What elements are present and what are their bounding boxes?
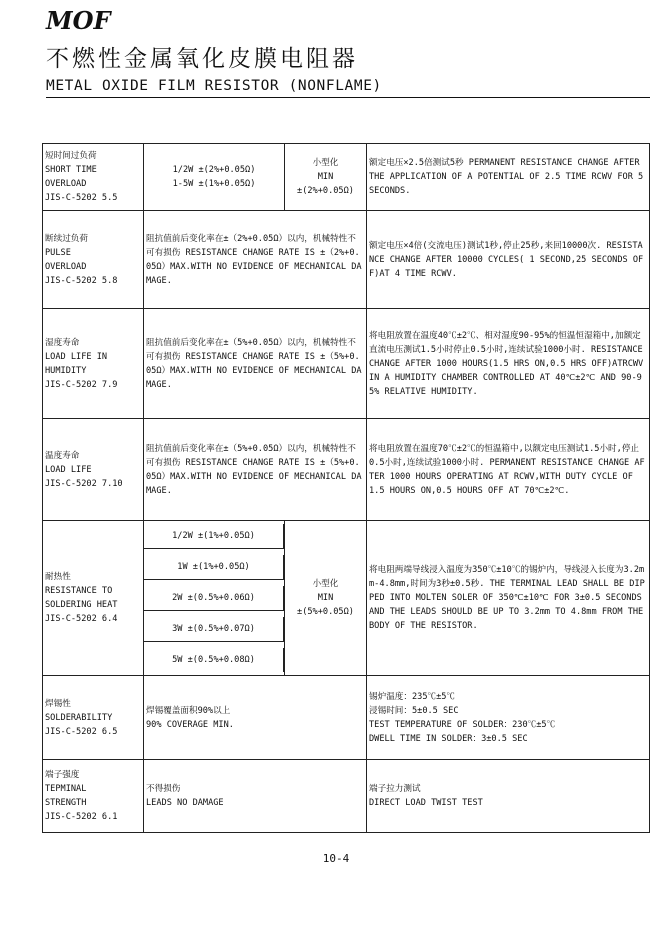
test-condition: 将电阻放置在温度70℃±2℃的恒温箱中,以额定电压测试1.5小时,停止0.5小时,连续试验1000小时. PERMANENT RESISTANCE CHANGE AFTER 1000 HOURS OPERATING AT RCWV,WITH DUTY CYCLE OF 1.5 HOURS ON,0.5 HOURS OFF AT 70℃±2℃. [367, 419, 650, 521]
mini-spec: 小型化 MIN ±(5%+0.05Ω) [285, 521, 367, 676]
spec-value-item: 1W ±(1%+0.05Ω) [144, 555, 284, 580]
spec-value: 阻抗值前后变化率在±（5%+0.05Ω）以内，机械特性不可有损伤 RESISTANCE CHANGE RATE IS ±（5%+0.05Ω）MAX.WITH NO EVIDENCE OF MECHANICAL DAMAGE. [144, 309, 367, 419]
mini-spec: 小型化 MIN ±(2%+0.05Ω) [285, 144, 367, 211]
spec-value-item: 1/2W ±(1%+0.05Ω) [144, 524, 284, 549]
test-item-name: 短时间过负荷 SHORT TIME OVERLOAD JIS-C-5202 5.5 [43, 144, 144, 211]
test-item-name: 焊锡性 SOLDERABILITY JIS-C-5202 6.5 [43, 676, 144, 760]
header-rule [46, 97, 650, 98]
spec-value-list [144, 521, 285, 676]
table-row [43, 144, 650, 211]
table-row [43, 419, 650, 521]
test-item-name: 端子强度 TEPMINAL STRENGTH JIS-C-5202 6.1 [43, 760, 144, 833]
table-row [43, 760, 650, 833]
spec-value: 阻抗值前后变化率在±（5%+0.05Ω）以内，机械特性不可有损伤 RESISTANCE CHANGE RATE IS ±（5%+0.05Ω）MAX.WITH NO EVIDENCE OF MECHANICAL DAMAGE. [144, 419, 367, 521]
test-condition: 锡炉温度：235℃±5℃ 浸锡时间：5±0.5 SEC TEST TEMPERATURE OF SOLDER：230℃±5℃ DWELL TIME IN SOLDER：3±0.5 SEC [367, 676, 650, 760]
test-condition: 将电阻两端导线浸入温度为350℃±10℃的锡炉内，导线浸入长度为3.2mm-4.8mm,时间为3秒±0.5秒. THE TERMINAL LEAD SHALL BE DIPPED INTO MOLTEN SOLER OF 350℃±10℃ FOR 3±0.5 SECONDS AND THE LEADS SHOULD BE UP TO 3.2mm TO 4.8mm FROM THE BODY OF THE RESISTOR. [367, 521, 650, 676]
spec-value-item: 3W ±(0.5%+0.07Ω) [144, 617, 284, 642]
spec-value: 焊锡覆盖面积90%以上 90% COVERAGE MIN. [144, 676, 367, 760]
table-row [43, 211, 650, 309]
test-item-name: 断续过负荷 PULSE OVERLOAD JIS-C-5202 5.8 [43, 211, 144, 309]
brand-logo: MOF [46, 6, 111, 35]
spec-value: 阻抗值前后变化率在±（2%+0.05Ω）以内，机械特性不可有损伤 RESISTANCE CHANGE RATE IS ±（2%+0.05Ω）MAX.WITH NO EVIDENCE OF MECHANICAL DAMAGE. [144, 211, 367, 309]
table-row [43, 676, 650, 760]
test-condition: 将电阻放置在温度40℃±2℃、相对湿度90-95%的恒温恒湿箱中,加额定直流电压测试1.5小时停止0.5小时,连续试验1000小时. RESISTANCE CHANGE AFTER 1000 HOURS(1.5 HRS ON,0.5 HRS OFF)ATRCWV IN A HUMIDITY CHAMBER CONTROLLED AT 40℃±2℃ AND 90-95% RELATIVE HUMIDITY. [367, 309, 650, 419]
spec-value: 不得损伤 LEADS NO DAMAGE [144, 760, 367, 833]
table-row [43, 309, 650, 419]
page-number: 10-4 [322, 852, 350, 865]
test-condition: 端子拉力测试 DIRECT LOAD TWIST TEST [367, 760, 650, 833]
test-item-name: 耐热性 RESISTANCE TO SOLDERING HEAT JIS-C-5202 6.4 [43, 521, 144, 676]
spec-value-item: 2W ±(0.5%+0.06Ω) [144, 586, 284, 611]
test-condition: 额定电压×4倍(交流电压)测试1秒,停止25秒,来回10000次. RESISTANCE CHANGE AFTER 10000 CYCLES( 1 SECOND,25 SECONDS OFF)AT 4 TIME RCWV. [367, 211, 650, 309]
spec-table [42, 143, 650, 833]
table-row [43, 521, 650, 676]
page-title-en: METAL OXIDE FILM RESISTOR (NONFLAME) [46, 78, 382, 94]
page-title-cn: 不燃性金属氧化皮膜电阻器 [46, 46, 358, 72]
test-item-name: 温度寿命 LOAD LIFE JIS-C-5202 7.10 [43, 419, 144, 521]
test-condition: 额定电压×2.5倍测试5秒 PERMANENT RESISTANCE CHANGE AFTER THE APPLICATION OF A POTENTIAL OF 2.5 TIME RCWV FOR 5 SECONDS. [367, 144, 650, 211]
spec-value-item: 5W ±(0.5%+0.08Ω) [144, 648, 284, 672]
test-item-name: 湿度寿命 LOAD LIFE IN HUMIDITY JIS-C-5202 7.9 [43, 309, 144, 419]
spec-value: 1/2W ±(2%+0.05Ω) 1-5W ±(1%+0.05Ω) [144, 144, 285, 211]
